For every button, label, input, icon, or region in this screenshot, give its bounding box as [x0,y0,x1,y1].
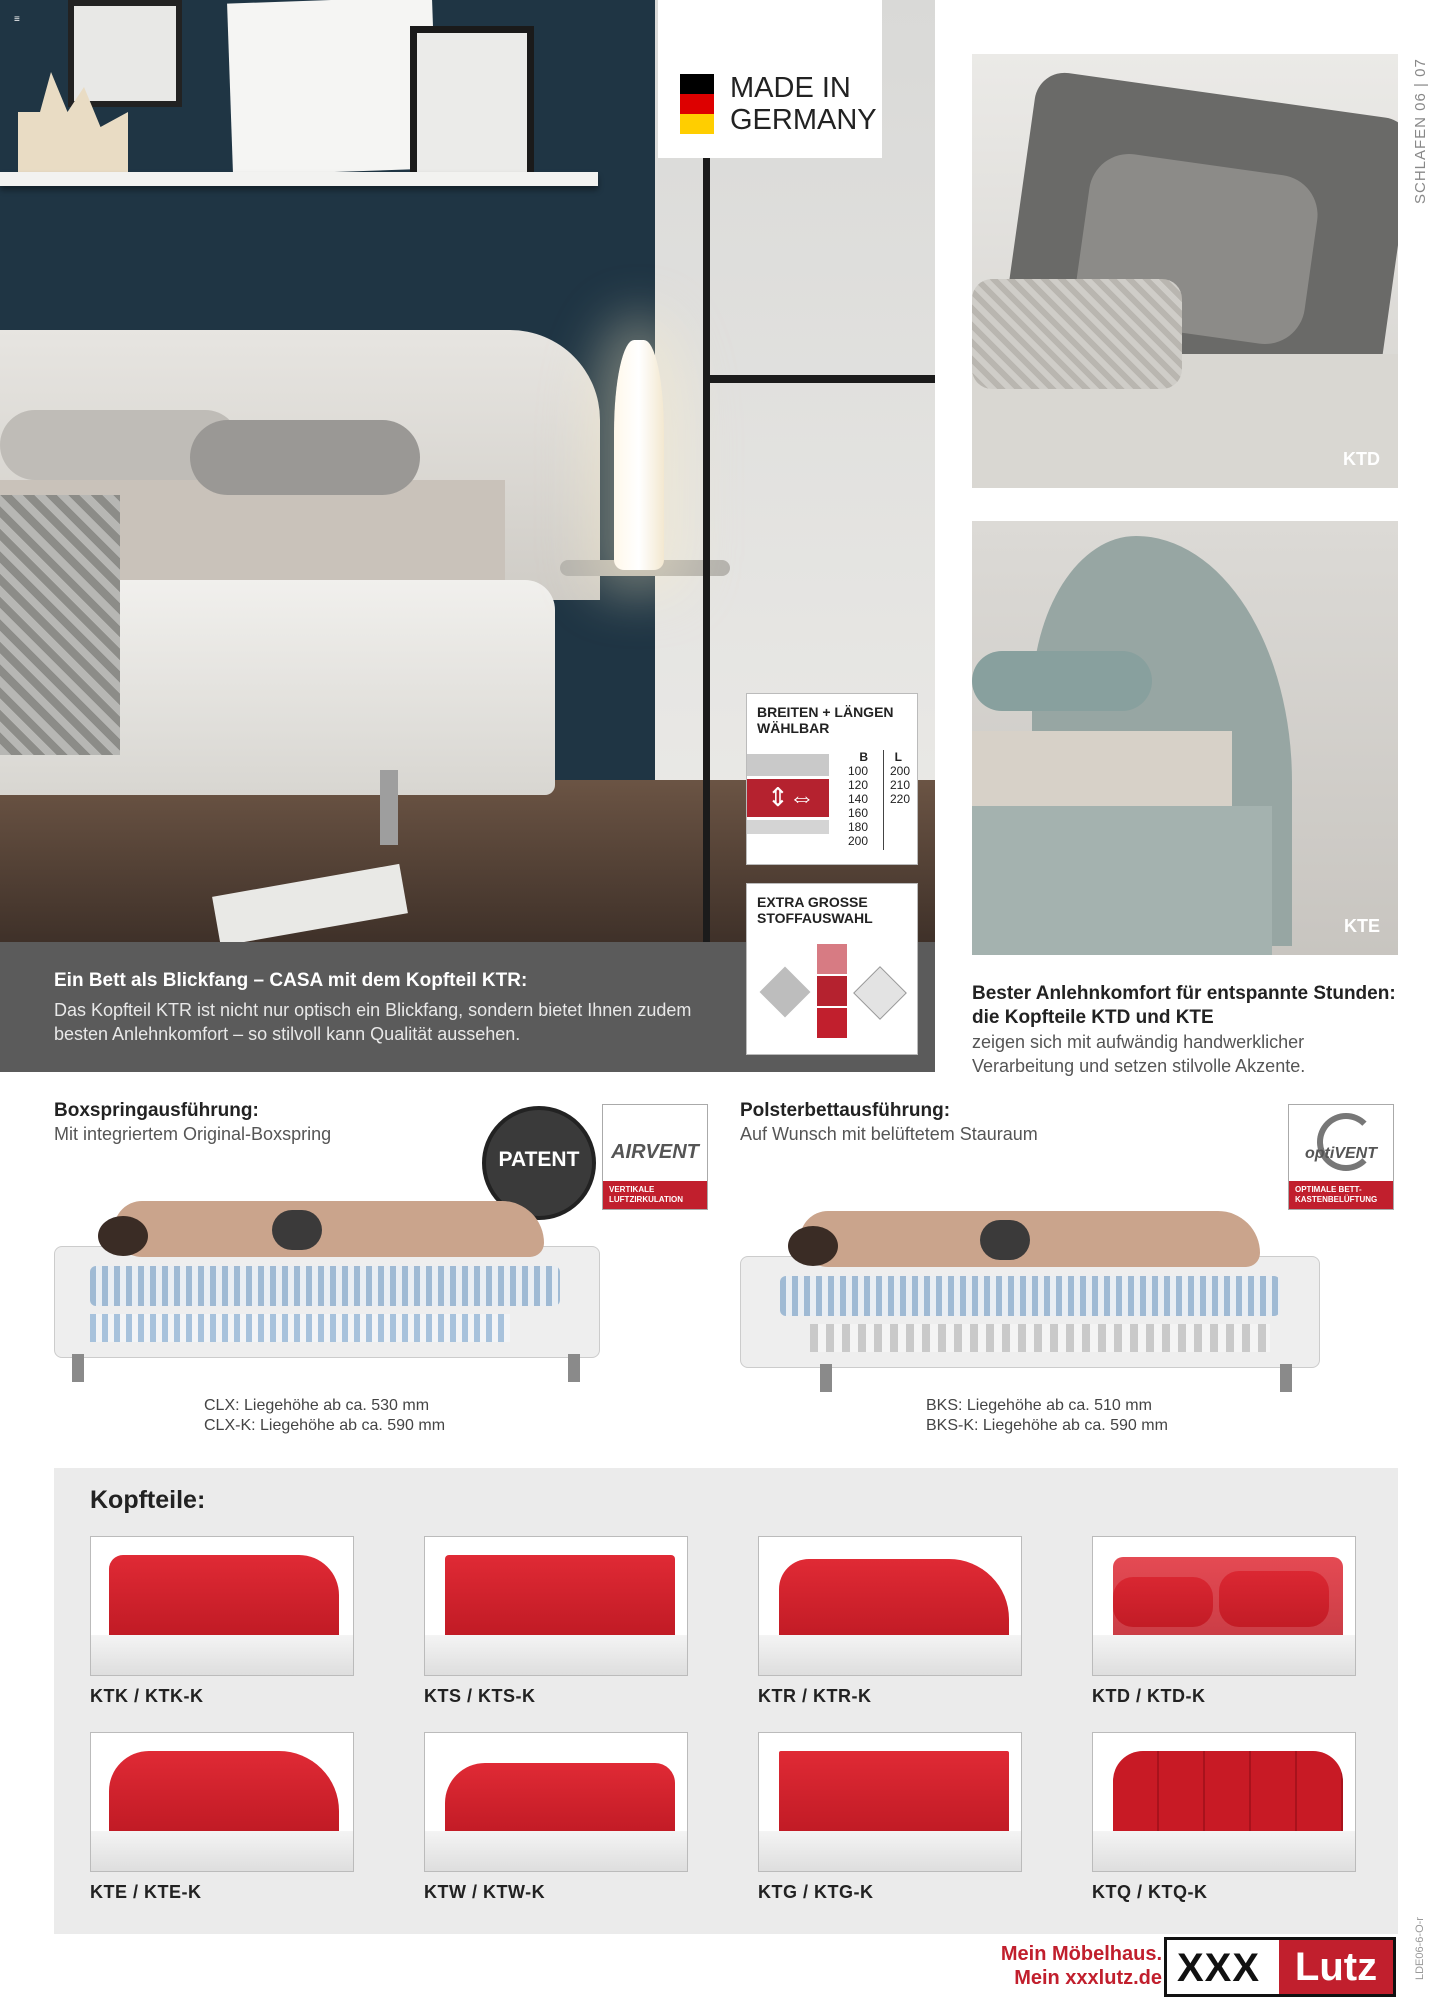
airvent-text: VERTIKALE LUFTZIRKULATION [603,1181,707,1209]
kte-photo [972,521,1398,955]
resize-arrows-icon: ⇕⇔ [767,782,815,812]
logo-xxx: XXX [1177,1946,1261,1990]
headboard-card-ktg[interactable] [758,1732,1022,1872]
fabric-feature-title: EXTRA GROSSE STOFFAUSWAHL [757,894,873,926]
headboard-card-ktd[interactable] [1092,1536,1356,1676]
headboard-label-ktq: KTQ / KTQ-K [1092,1882,1208,1902]
headboard-label-ktw: KTW / KTW-K [424,1882,546,1902]
headboard-label-ktd: KTD / KTD-K [1092,1686,1206,1706]
optivent-logo [1288,1104,1394,1210]
logo-lutz: Lutz [1279,1940,1393,1994]
headboard-card-ktw[interactable] [424,1732,688,1872]
headboard-card-ktr[interactable] [758,1536,1022,1676]
german-flag-icon [680,74,714,134]
headboard-card-kts[interactable] [424,1536,688,1676]
width-value: 140 [847,792,868,806]
headboard-label-ktr: KTR / KTR-K [758,1686,872,1706]
fabric-swatch [853,966,907,1020]
footer-slogan [976,1942,1162,1990]
headboard-comfort-body: zeigen sich mit aufwändig handwerklicher Verarbeitung und setzen stilvolle Akzente. [972,1032,1306,1076]
width-value: 200 [847,834,868,848]
hero-caption-body: Das Kopfteil KTR ist nicht nur optisch ein Blickfang, sondern bietet Ihnen zudem besten Anlehnkomfort – so stilvoll kann Qualität aussehen. [54,1000,692,1044]
menu-icon[interactable]: ≡ [14,14,20,25]
headboard-card-kte[interactable] [90,1732,354,1872]
polsterbett-spec-bks: BKS: Liegehöhe ab ca. 510 mm [926,1397,1152,1414]
wall-shelf [0,172,598,186]
wall-picture [227,0,438,176]
fabric-feature-box [746,883,918,1055]
made-in-label: MADE IN [730,72,851,104]
fabric-swatch [817,976,847,1006]
kte-photo-label: KTE [1344,916,1380,936]
width-column-header: B [859,750,868,764]
polsterbett-subtitle: Auf Wunsch mit belüftetem Stauraum [740,1124,1038,1144]
length-value: 200 [889,764,910,778]
length-value: 210 [889,778,910,792]
section-page-label [1412,54,1432,214]
length-column-header: L [894,750,902,764]
polsterbett-title: Polsterbettausführung: [740,1100,951,1121]
headboard-label-ktg: KTG / KTG-K [758,1882,874,1902]
fabric-swatch [760,967,811,1018]
headboard-label-kte: KTE / KTE-K [90,1882,202,1902]
airvent-logo [602,1104,708,1210]
airvent-name: AIRVENT [611,1141,699,1163]
headboard-comfort-caption [972,982,1398,1078]
ktd-photo-label: KTD [1343,449,1380,469]
length-value: 220 [889,792,910,806]
xxxlutz-logo[interactable] [1164,1937,1396,1997]
slogan-line-2[interactable]: Mein xxxlutz.de [1014,1967,1162,1989]
sizes-feature-title: BREITEN + LÄNGEN WÄHLBAR [757,704,894,736]
boxspring-spec-clx-k: CLX-K: Liegehöhe ab ca. 590 mm [204,1417,446,1434]
boxspring-spec-clx: CLX: Liegehöhe ab ca. 530 mm [204,1397,430,1414]
headboard-label-kts: KTS / KTS-K [424,1686,536,1706]
headboard-label-ktk: KTK / KTK-K [90,1686,204,1706]
boxspring-title: Boxspringausführung: [54,1100,259,1121]
headboard-card-ktk[interactable] [90,1536,354,1676]
width-value: 160 [847,806,868,820]
germany-label: GERMANY [730,104,877,136]
wall-picture [410,26,534,186]
floor-lamp [614,340,664,570]
ktd-photo [972,54,1398,488]
fabric-swatch [817,1008,847,1038]
headboards-panel [54,1468,1398,1934]
boxspring-subtitle: Mit integriertem Original-Boxspring [54,1124,332,1144]
catalog-code-text: LDE06-6-O-r [1414,1917,1426,1980]
optivent-name: optiVENT [1305,1145,1377,1162]
polsterbett-illustration [740,1196,1320,1416]
fabric-swatch [817,944,847,974]
optivent-text: OPTIMALE BETT-KASTENBELÜFTUNG [1289,1181,1393,1209]
width-value: 120 [847,778,868,792]
catalog-code [1414,1910,1434,1990]
polsterbett-spec-bks-k: BKS-K: Liegehöhe ab ca. 590 mm [926,1417,1168,1434]
section-page-text: SCHLAFEN 06 | 07 [1412,58,1429,204]
width-value: 100 [847,764,868,778]
made-in-germany-badge [658,0,882,158]
hero-caption-title: Ein Bett als Blickfang – CASA mit dem Kopfteil KTR: [54,970,528,991]
headboards-title: Kopfteile: [90,1486,206,1514]
slogan-line-1: Mein Möbelhaus. [1000,1943,1162,1965]
headboard-card-ktq[interactable] [1092,1732,1356,1872]
headboard-comfort-title: Bester Anlehnkomfort für entspannte Stunden: die Kopfteile KTD und KTE [972,983,1396,1028]
patent-label: PATENT [498,1148,580,1171]
boxspring-illustration [54,1186,600,1416]
sizes-feature-box [746,693,918,865]
width-value: 180 [847,820,868,834]
